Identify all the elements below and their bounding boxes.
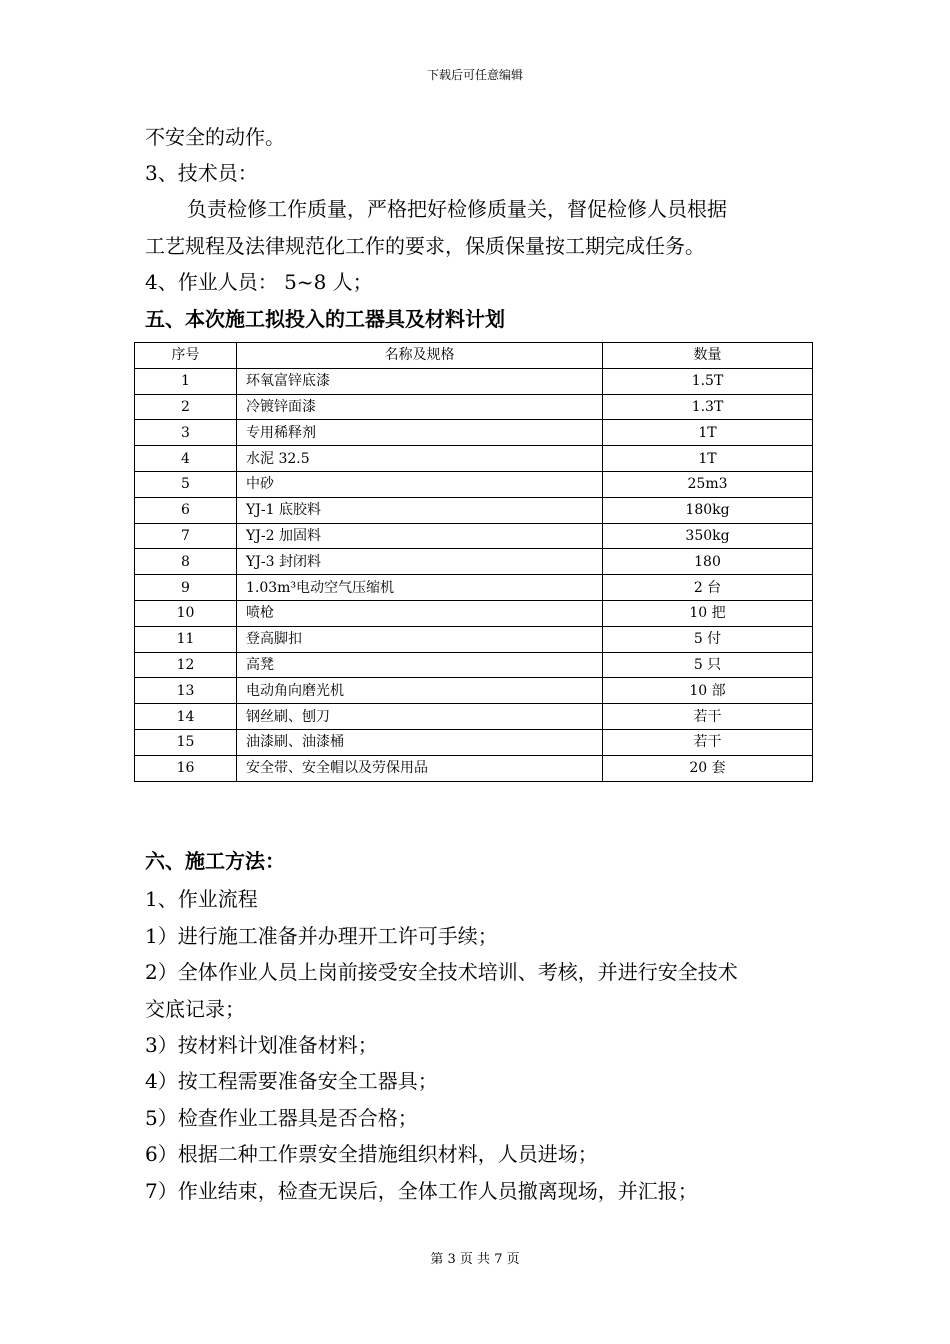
table-cell: 15: [135, 729, 237, 755]
table-cell: 25m3: [603, 471, 813, 497]
table-cell: 14: [135, 704, 237, 730]
table-cell: 20 套: [603, 755, 813, 781]
table-row: [135, 704, 813, 730]
table-cell: 1: [135, 368, 237, 394]
table-cell: 5 只: [603, 652, 813, 678]
table-cell: 1T: [603, 420, 813, 446]
text-line: 4、作业人员： 5~8 人；: [145, 270, 373, 294]
section-heading: 六、施工方法：: [145, 849, 285, 873]
table-cell: 10 部: [603, 678, 813, 704]
table-cell: 11: [135, 626, 237, 652]
table-cell: 9: [135, 575, 237, 601]
table-cell: 180kg: [603, 497, 813, 523]
table-cell: 2: [135, 394, 237, 420]
table-cell: 8: [135, 549, 237, 575]
text-line: 不安全的动作。: [145, 125, 285, 149]
table-cell: 10 把: [603, 600, 813, 626]
table-row: [135, 420, 813, 446]
text-line: 交底记录；: [145, 997, 245, 1021]
text-line: 工艺规程及法律规范化工作的要求，保质保量按工期完成任务。: [145, 234, 705, 258]
table-cell: 油漆刷、油漆桶: [237, 729, 603, 755]
table-row: [135, 652, 813, 678]
table-cell: 350kg: [603, 523, 813, 549]
table-row: [135, 497, 813, 523]
table-header-cell: 数量: [603, 343, 813, 369]
table-cell: YJ-3 封闭料: [237, 549, 603, 575]
table-row: [135, 446, 813, 472]
table-row: [135, 600, 813, 626]
text-line: 4）按工程需要准备安全工器具；: [145, 1069, 438, 1093]
text-line: 6）根据二种工作票安全措施组织材料，人员进场；: [145, 1142, 598, 1166]
table-cell: 水泥 32.5: [237, 446, 603, 472]
table-cell: 10: [135, 600, 237, 626]
table-row: [135, 523, 813, 549]
table-cell: 登高脚扣: [237, 626, 603, 652]
table-cell: 4: [135, 446, 237, 472]
table-row: [135, 626, 813, 652]
text-line: 5）检查作业工器具是否合格；: [145, 1106, 418, 1130]
table-cell: 2 台: [603, 575, 813, 601]
table-cell: 1.5T: [603, 368, 813, 394]
table-cell: 12: [135, 652, 237, 678]
table-row: [135, 471, 813, 497]
table-cell: 1.3T: [603, 394, 813, 420]
table-cell: 180: [603, 549, 813, 575]
table-cell: 中砂: [237, 471, 603, 497]
table-row: [135, 729, 813, 755]
table-row: [135, 368, 813, 394]
table-row: [135, 549, 813, 575]
table-cell: 环氧富锌底漆: [237, 368, 603, 394]
materials-table: [134, 342, 813, 782]
page-footer: 第 3 页 共 7 页: [430, 1252, 520, 1267]
text-line: 负责检修工作质量，严格把好检修质量关，督促检修人员根据: [187, 197, 727, 221]
text-line: 2）全体作业人员上岗前接受安全技术培训、考核，并进行安全技术: [145, 960, 738, 984]
table-row: [135, 755, 813, 781]
table-cell: 13: [135, 678, 237, 704]
text-line: 7）作业结束，检查无误后，全体工作人员撤离现场，并汇报；: [145, 1179, 698, 1203]
text-line: 1、作业流程: [145, 887, 258, 911]
table-cell: 安全带、安全帽以及劳保用品: [237, 755, 603, 781]
table-cell: YJ-2 加固料: [237, 523, 603, 549]
table-cell: 电动角向磨光机: [237, 678, 603, 704]
table-cell: 3: [135, 420, 237, 446]
table-row: [135, 678, 813, 704]
table-cell: 专用稀释剂: [237, 420, 603, 446]
table-row: [135, 575, 813, 601]
table-cell: 1.03m³电动空气压缩机: [237, 575, 603, 601]
table-header-row: [135, 343, 813, 369]
table-cell: 5 付: [603, 626, 813, 652]
table-cell: 若干: [603, 704, 813, 730]
section-heading: 五、本次施工拟投入的工器具及材料计划: [145, 307, 505, 331]
table-cell: 冷镀锌面漆: [237, 394, 603, 420]
table-cell: 若干: [603, 729, 813, 755]
table-header-cell: 序号: [135, 343, 237, 369]
text-line: 3）按材料计划准备材料；: [145, 1033, 378, 1057]
table-cell: 钢丝刷、刨刀: [237, 704, 603, 730]
table-cell: 16: [135, 755, 237, 781]
text-line: 3、技术员：: [145, 161, 258, 185]
table-cell: 7: [135, 523, 237, 549]
table-header-cell: 名称及规格: [237, 343, 603, 369]
page-header: 下载后可任意编辑: [426, 68, 523, 82]
table-cell: 喷枪: [237, 600, 603, 626]
table-cell: 高凳: [237, 652, 603, 678]
table-cell: 5: [135, 471, 237, 497]
table-cell: YJ-1 底胶料: [237, 497, 603, 523]
text-line: 1）进行施工准备并办理开工许可手续；: [145, 924, 498, 948]
table-cell: 6: [135, 497, 237, 523]
table-cell: 1T: [603, 446, 813, 472]
table-row: [135, 394, 813, 420]
